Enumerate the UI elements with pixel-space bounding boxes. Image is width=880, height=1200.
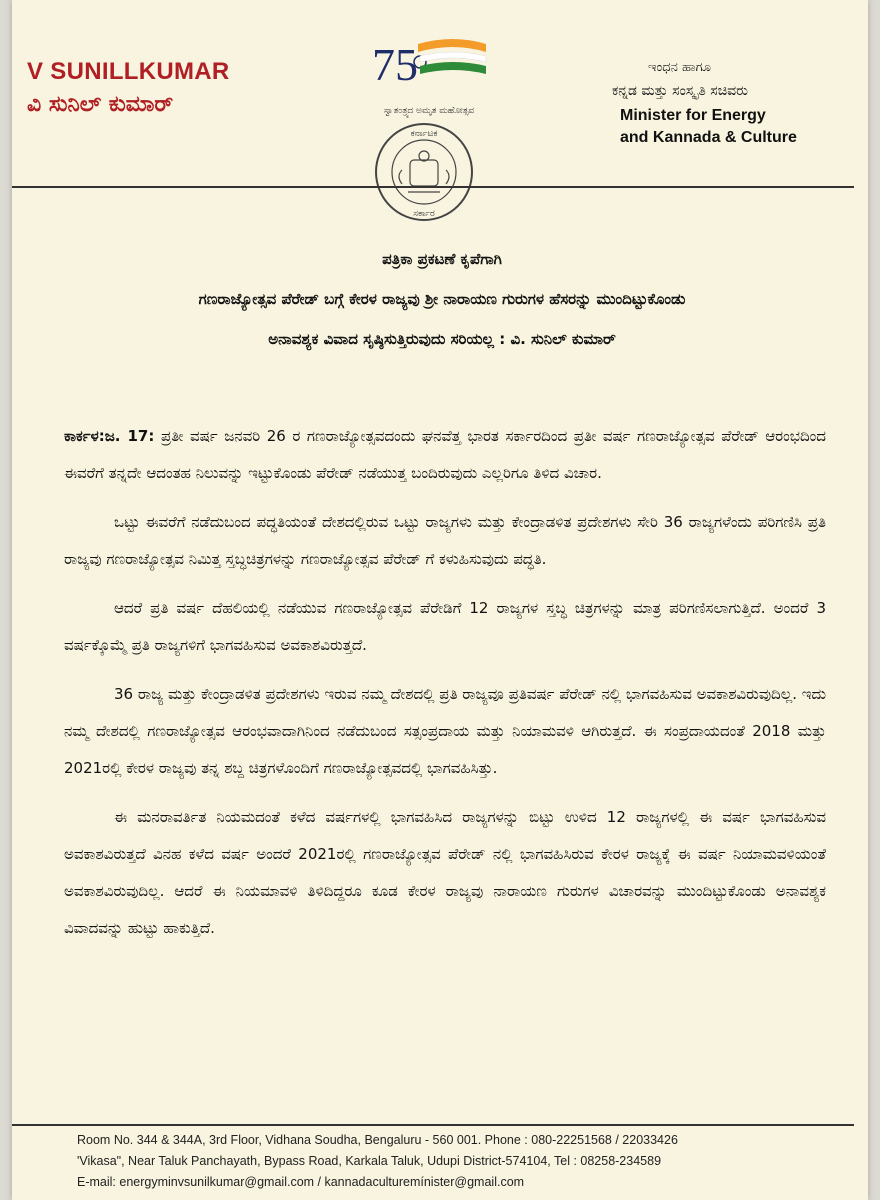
seal-text-bottom: ಸರ್ಕಾರ	[413, 209, 435, 219]
minister-role-block	[612, 60, 842, 149]
headline-line2: ಅನಾವಶ್ಯಕ ವಿವಾದ ಸೃಷ್ಠಿಸುತ್ತಿರುವುದು ಸರಿಯಲ್ಲ : ವಿ. ಸುನಿಲ್ ಕುಮಾರ್	[268, 330, 616, 348]
role-english	[612, 105, 842, 149]
role-kannada-line2: ಕನ್ನಡ ಮತ್ತು ಸಂಸ್ಕೃತಿ ಸಚಿವರು	[612, 83, 748, 99]
minister-name-english: V SUNILLKUMAR	[27, 58, 230, 85]
headline-line1: ಗಣರಾಜ್ಯೋತ್ಸವ ಪೆರೇಡ್ ಬಗ್ಗೆ ಕೇರಳ ರಾಜ್ಯವು ಶ್ರೀ ನಾರಾಯಣ ಗುರುಗಳ ಹೆಸರನ್ನು ಮುಂದಿಟ್ಟುಕೊಂಡು	[198, 290, 686, 308]
azadi-75-number: 75	[372, 39, 418, 90]
press-release-body	[64, 418, 826, 959]
footer-divider	[12, 1124, 854, 1126]
paragraph-4: 36 ರಾಜ್ಯ ಮತ್ತು ಕೇಂದ್ರಾಡಳಿತ ಪ್ರದೇಶಗಳು ಇರುವ ನಮ್ಮ ದೇಶದಲ್ಲಿ ಪ್ರತಿ ರಾಜ್ಯವೂ ಪ್ರತಿವರ್ಷ ಪೆರೇಡ್ ನಲ್ಲಿ ಭಾಗವಹಿಸುವ ಅವಕಾಶವಿರುವುದಿಲ್ಲ. ಇದು ನಮ್ಮ ದೇಶದಲ್ಲಿ ಗಣರಾಜ್ಯೋತ್ಸವ ಆರಂಭವಾದಾಗಿನಿಂದ ನಡೆದುಬಂದ ಸತ್ಸಂಪ್ರದಾಯ ಮತ್ತು ನಿಯಾಮವಳಿ ಆಗಿರುತ್ತದೆ. ಈ ಸಂಪ್ರದಾಯದಂತೆ 2018 ಮತ್ತು 2021ರಲ್ಲಿ ಕೇರಳ ರಾಜ್ಯವು ತನ್ನ ಶಬ್ದ ಚಿತ್ರಗಳೊಂದಿಗೆ ಗಣರಾಜ್ಯೋತ್ಸವದಲ್ಲಿ ಭಾಗವಹಿಸಿತ್ತು.	[64, 685, 826, 777]
letterhead-page	[12, 0, 868, 1200]
paragraph-1	[64, 418, 826, 492]
paragraph-2: ಒಟ್ಟು ಈವರೆಗೆ ನಡೆದುಬಂದ ಪದ್ಧತಿಯಂತೆ ದೇಶದಲ್ಲಿರುವ ಒಟ್ಟು ರಾಜ್ಯಗಳು ಮತ್ತು ಕೇಂದ್ರಾಡಳಿತ ಪ್ರದೇಶಗಳು ಸೇರಿ 36 ರಾಜ್ಯಗಳೆಂದು ಪರಿಗಣಿಸಿ ಪ್ರತಿ ರಾಜ್ಯವು ಗಣರಾಜ್ಯೋತ್ಸವ ನಿಮಿತ್ತ ಸ್ತಬ್ಧಚಿತ್ರಗಳನ್ನು ಗಣರಾಜ್ಯೋತ್ಸವ ಪೆರೇಡ್ ಗೆ ಕಳುಹಿಸುವುದು ಪದ್ಧತಿ.	[64, 513, 826, 568]
footer-line-office: Room No. 344 & 344A, 3rd Floor, Vidhana Soudha, Bengaluru - 560 001. Phone : 080-22251568 / 22033426	[77, 1133, 678, 1147]
footer-address	[77, 1130, 837, 1193]
paragraph-5: ಈ ಮನರಾವರ್ತಿತ ನಿಯಮದಂತೆ ಕಳೆದ ವರ್ಷಗಳಲ್ಲಿ ಭಾಗವಹಿಸಿದ ರಾಜ್ಯಗಳನ್ನು ಬಿಟ್ಟು ಉಳಿದ 12 ರಾಜ್ಯಗಳಲ್ಲಿ ಈ ವರ್ಷ ಭಾಗವಹಿಸುವ ಅವಕಾಶವಿರುತ್ತದೆ ವಿನಹ ಕಳೆದ ವರ್ಷ ಅಂದರೆ 2021ರಲ್ಲಿ ಗಣರಾಜ್ಯೋತ್ಸವ ಪೆರೇಡ್ ನಲ್ಲಿ ಭಾಗವಹಿಸಿರುವ ಕೇರಳ ರಾಜ್ಯಕ್ಕೆ ಈ ವರ್ಷ ನಿಯಾಮವಳಿಯಂತೆ ಅವಕಾಶವಿರುವುದಿಲ್ಲ. ಆದರೆ ಈ ನಿಯಮಾವಳಿ ತಿಳಿದಿದ್ದರೂ ಕೂಡ ಕೇರಳ ರಾಜ್ಯವು ನಾರಾಯಣ ಗುರುಗಳ ವಿಚಾರವನ್ನು ಮುಂದಿಟ್ಟುಕೊಂಡು ಅನಾವಶ್ಯಕ ವಿವಾದವನ್ನು ಹುಟ್ಟು ಹಾಕುತ್ತಿದೆ.	[64, 808, 826, 937]
minister-name-kannada: ವಿ ಸುನಿಲ್ ಕುಮಾರ್	[27, 92, 174, 117]
karnataka-seal-icon	[372, 120, 476, 224]
azadi-tagline: ಸ್ವಾತಂತ್ರ್ಯದ ಅಮೃತ ಮಹೋತ್ಸವ	[383, 106, 475, 116]
header-divider	[12, 186, 854, 188]
press-release-titles	[32, 250, 852, 348]
role-english-line1: Minister for Energy	[620, 107, 766, 124]
footer-line-home: 'Vikasa", Near Taluk Panchayath, Bypass Road, Karkala Taluk, Udupi District-574104, Tel : 08258-234589	[77, 1154, 662, 1168]
seal-text-top: ಕರ್ನಾಟಕ	[410, 129, 438, 139]
press-release-label: ಪತ್ರಿಕಾ ಪ್ರಕಟಣೆ ಕೃಪೆಗಾಗಿ	[382, 250, 502, 268]
paragraph-3: ಆದರೆ ಪ್ರತಿ ವರ್ಷ ದೆಹಲಿಯಲ್ಲಿ ನಡೆಯುವ ಗಣರಾಜ್ಯೋತ್ಸವ ಪೆರೇಡಿಗೆ 12 ರಾಜ್ಯಗಳ ಸ್ತಬ್ಧ ಚಿತ್ರಗಳನ್ನು ಮಾತ್ರ ಪರಿಗಣಿಸಲಾಗುತ್ತಿದೆ. ಅಂದರೆ 3 ವರ್ಷಕ್ಕೊಮ್ಮೆ ಪ್ರತಿ ರಾಜ್ಯಗಳಿಗೆ ಭಾಗವಹಿಸುವ ಅವಕಾಶವಿರುತ್ತದೆ.	[64, 599, 826, 654]
paragraph-1-text: ಪ್ರತೀ ವರ್ಷ ಜನವರಿ 26 ರ ಗಣರಾಜ್ಯೋತ್ಸವದಂದು ಘನವೆತ್ತ ಭಾರತ ಸರ್ಕಾರದಿಂದ ಪ್ರತೀ ವರ್ಷ ಗಣರಾಜ್ಯೋತ್ಸವ ಪೆರೇಡ್ ಆರಂಭದಿಂದ ಈವರೆಗೆ ತನ್ನದೇ ಆದಂತಹ ನಿಲುವನ್ನು ಇಟ್ಟುಕೊಂಡು ಪೆರೇಡ್ ನಡೆಯುತ್ತ ಬಂದಿರುವುದು ಎಲ್ಲರಿಗೂ ತಿಳಿದ ವಿಚಾರ.	[64, 427, 826, 482]
role-kannada-line1: ಇಂಧನ ಹಾಗೂ	[648, 60, 711, 75]
minister-name-block	[27, 58, 267, 117]
footer-line-email: E-mail: energyminvsunilkumar@gmail.com / kannadaculturemínister@gmail.com	[77, 1175, 525, 1189]
role-english-line2: and Kannada & Culture	[620, 129, 797, 146]
dateline: ಕಾರ್ಕಳ:ಜ. 17:	[64, 427, 155, 445]
